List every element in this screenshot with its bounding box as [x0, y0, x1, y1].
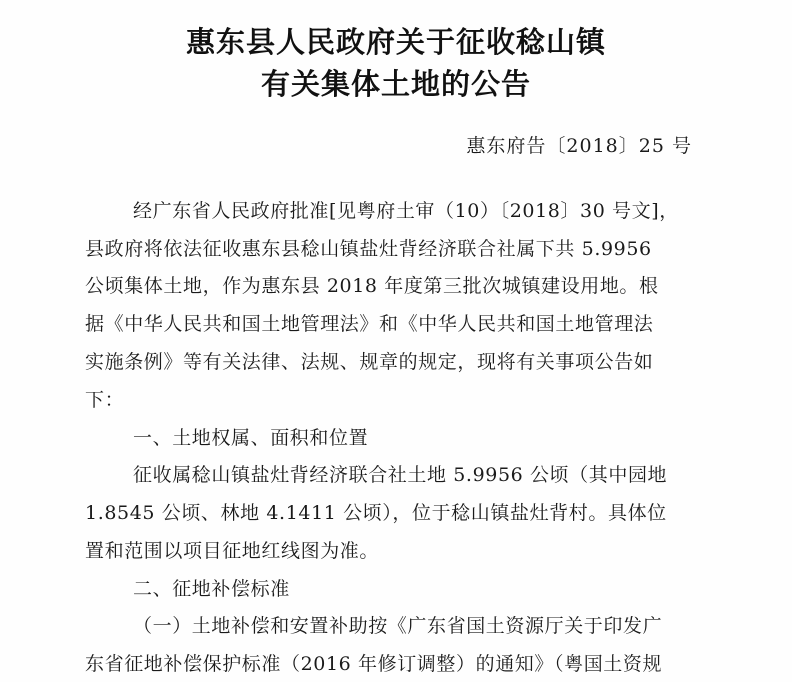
body-line-9: 置和范围以项目征地红线图为准。	[85, 540, 380, 562]
body-line-10: （一）土地补偿和安置补助按《广东省国土资源厅关于印发广	[133, 615, 663, 637]
section-heading-1: 一、土地权属、面积和位置	[133, 427, 369, 449]
document-title-line-1: 惠东县人民政府关于征收稔山镇	[185, 25, 606, 59]
body-line-7: 征收属稔山镇盐灶背经济联合社土地 5.9956 公顷（其中园地	[133, 464, 668, 486]
body-line-1: 经广东省人民政府批准[见粤府土审（10）〔2018〕30 号文]，	[133, 200, 679, 222]
body-line-3: 公顷集体土地，作为惠东县 2018 年度第三批次城镇建设用地。根	[85, 275, 659, 297]
body-line-6: 下：	[85, 389, 125, 411]
body-line-2: 县政府将依法征收惠东县稔山镇盐灶背经济联合社属下共 5.9956	[85, 238, 652, 260]
body-line-5: 实施条例》等有关法律、法规、规章的规定，现将有关事项公告如	[85, 351, 654, 373]
body-line-8: 1.8545 公顷、林地 4.1411 公顷），位于稔山镇盐灶背村。具体位	[85, 502, 667, 524]
body-line-4: 据《中华人民共和国土地管理法》和《中华人民共和国土地管理法	[85, 313, 654, 335]
document-number: 惠东府告〔2018〕25 号	[466, 135, 692, 157]
section-heading-2: 二、征地补偿标准	[133, 578, 290, 600]
document-title-line-2: 有关集体土地的公告	[260, 67, 531, 101]
body-line-11: 东省征地补偿保护标准（2016 年修订调整）的通知》（粤国土资规	[85, 653, 663, 675]
